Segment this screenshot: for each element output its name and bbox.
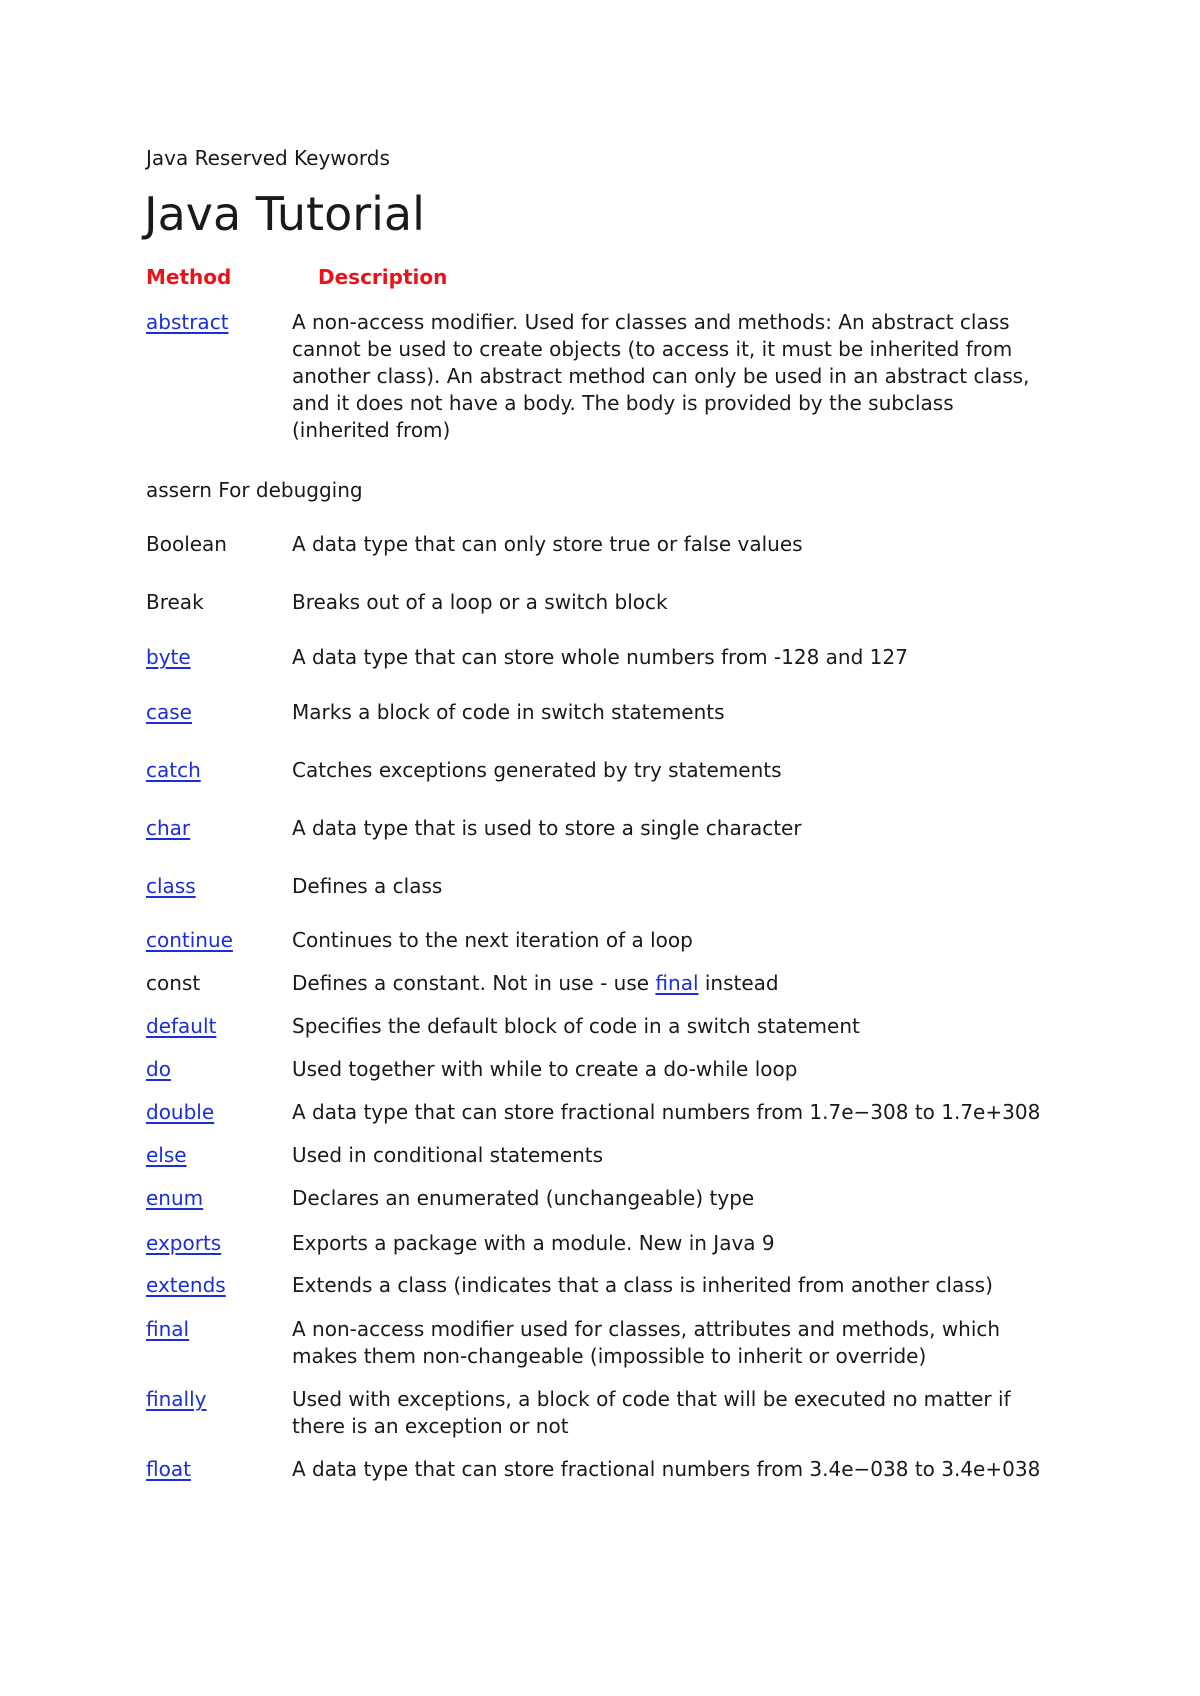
description-text: instead: [698, 971, 779, 995]
document-title: Java Tutorial: [144, 187, 425, 241]
keyword-description: Used in conditional statements: [292, 1143, 604, 1167]
keyword-link-else[interactable]: else: [146, 1143, 187, 1167]
keyword-description: [292, 970, 1052, 997]
keyword-description: A data type that can store fractional numbers from 3.4e−038 to 3.4e+038: [292, 1457, 1041, 1481]
final-inline-link[interactable]: final: [655, 971, 699, 995]
keyword-description: Specifies the default block of code in a switch statement: [292, 1014, 860, 1038]
keyword-link-final[interactable]: final: [146, 1317, 190, 1341]
keyword-link-finally[interactable]: finally: [146, 1387, 207, 1411]
document-subtitle: Java Reserved Keywords: [146, 146, 390, 170]
keyword-link-enum[interactable]: enum: [146, 1186, 204, 1210]
keyword-description: Extends a class (indicates that a class is inherited from another class): [292, 1273, 993, 1297]
keyword-description: Used with exceptions, a block of code that will be executed no matter if there is an exception or not: [292, 1387, 1011, 1438]
keyword-link-class[interactable]: class: [146, 874, 196, 898]
keyword-description: Declares an enumerated (unchangeable) type: [292, 1186, 755, 1210]
keyword-description: Defines a class: [292, 874, 443, 898]
keyword-description: A non-access modifier. Used for classes and methods: An abstract class cannot be used to create objects (to access it, it must be inherited from another class). An abstract method can only be used in an abstract class, and it does not have a body. The body is provided by the subclass (inherited from): [292, 310, 1030, 442]
keyword-link-default[interactable]: default: [146, 1014, 217, 1038]
keyword-description: A data type that can store whole numbers from -128 and 127: [292, 645, 908, 669]
description-text: Defines a constant. Not in use - use: [292, 971, 656, 995]
keyword-boolean: Boolean: [146, 532, 227, 556]
keyword-link-extends[interactable]: extends: [146, 1273, 226, 1297]
keyword-description: Exports a package with a module. New in Java 9: [292, 1231, 775, 1255]
keyword-description: Breaks out of a loop or a switch block: [292, 590, 668, 614]
keyword-link-catch[interactable]: catch: [146, 758, 201, 782]
column-header-method: Method: [146, 265, 232, 289]
keyword-link-double[interactable]: double: [146, 1100, 215, 1124]
keyword-link-case[interactable]: case: [146, 700, 192, 724]
keyword-const: const: [146, 971, 201, 995]
keyword-link-byte[interactable]: byte: [146, 645, 191, 669]
keyword-description: A data type that can store fractional numbers from 1.7e−308 to 1.7e+308: [292, 1100, 1041, 1124]
column-header-description: Description: [318, 265, 448, 289]
keyword-description: Catches exceptions generated by try statements: [292, 758, 782, 782]
keyword-link-char[interactable]: char: [146, 816, 191, 840]
keyword-description: Continues to the next iteration of a loop: [292, 928, 693, 952]
keyword-description: A data type that is used to store a single character: [292, 816, 802, 840]
keyword-description: Used together with while to create a do-while loop: [292, 1057, 798, 1081]
keyword-break: Break: [146, 590, 204, 614]
keyword-link-exports[interactable]: exports: [146, 1231, 222, 1255]
keyword-description: A non-access modifier used for classes, attributes and methods, which makes them non-changeable (impossible to inherit or override): [292, 1317, 1001, 1368]
keyword-link-abstract[interactable]: abstract: [146, 310, 229, 334]
keyword-description: Marks a block of code in switch statements: [292, 700, 725, 724]
assert-line: assern For debugging: [146, 478, 363, 502]
keyword-link-do[interactable]: do: [146, 1057, 171, 1081]
keyword-link-float[interactable]: float: [146, 1457, 191, 1481]
keyword-description: A data type that can only store true or false values: [292, 532, 803, 556]
keyword-link-continue[interactable]: continue: [146, 928, 233, 952]
